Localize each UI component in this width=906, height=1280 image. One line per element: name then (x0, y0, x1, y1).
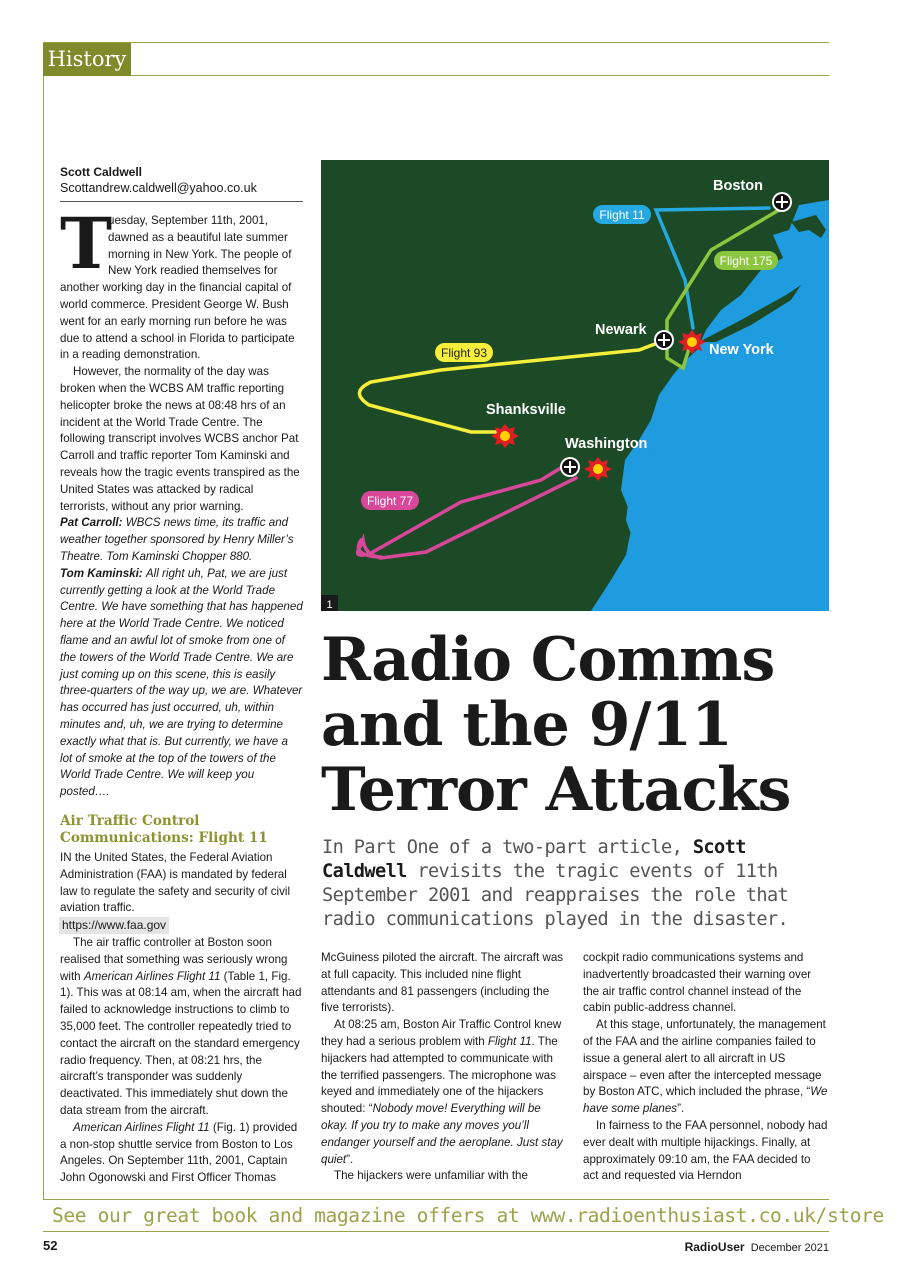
col2-p2-a: At 08:25 am, Boston Air Traffic Control knew they had a serious problem with (321, 1018, 562, 1048)
header-top-rule (43, 42, 829, 43)
deck-author: Scott Caldwell (322, 837, 746, 882)
col2-p2-italic: Flight 11 (487, 1034, 532, 1048)
flight-93-label: Flight 93 (440, 346, 488, 360)
col3-paragraph-3: In fairness to the FAA personnel, nobody had ever dealt with multiple hijackings. Finally, at approximately 09:10 am, the FAA decided to act and requested via Herndon (583, 1118, 828, 1183)
col3-p2-b: ”. (677, 1102, 685, 1116)
article-headline (321, 625, 841, 825)
intro-column (60, 202, 303, 801)
page-number: 52 (43, 1238, 58, 1253)
headline-line-3: Terror Attacks (321, 755, 791, 825)
section-tag: History (43, 43, 131, 76)
section-subheading: Air Traffic Control Communications: Flight 11 (60, 813, 268, 846)
flight-11-label: Flight 11 (599, 208, 645, 222)
airport-washington-icon (560, 457, 580, 477)
speaker-tom: Tom Kaminski: (60, 566, 143, 580)
transcript-pat (60, 515, 303, 565)
flight-175-label: Flight 175 (719, 254, 773, 268)
atc-p2-b: (Table 1, Fig. 1). This was at 08:14 am, when the aircraft had failed to acknowledge instructions to climb to 35,000 feet. The controller repeatedly tried to contact the aircraft on the standard emergency radio frequency. Then, at 08:21 hrs, the aircraft’s transponder was suddenly deactivated. This immediately shut down the data stream from the aircraft. (60, 969, 302, 1117)
intro-paragraph-1 (60, 202, 303, 364)
quote-pat: WBCS news time, its traffic and weather together sponsored by Henry Miller’s Theatre. Tom Kaminski Chopper 880. (60, 516, 294, 563)
headline-line-1: Radio Comms (321, 625, 775, 695)
magazine-name: RadioUser (684, 1240, 745, 1254)
speaker-pat: Pat Carroll: (60, 516, 123, 530)
store-promo-link[interactable]: See our great book and magazine offers at www.radioenthusiast.co.uk/store (52, 1204, 884, 1227)
atc-p2-a: The air traffic controller at Boston soon realised that something was seriously wrong with (60, 935, 288, 983)
article-standfirst (322, 836, 827, 932)
atc-p3-b: (Fig. 1) provided a non-stop shuttle service from Boston to Los Angeles. On September 11th, 2001, Captain John Ogonowski and First Officer Thomas (60, 1120, 298, 1185)
col2-p2-c: ”. (346, 1152, 354, 1166)
col2-paragraph-1: McGuiness piloted the aircraft. The aircraft was at full capacity. This included nine flight attendants and 81 passengers (including the five terrorists). (321, 951, 564, 1015)
airport-newark-icon (654, 330, 674, 350)
col3-paragraph-1: cockpit radio communications systems and inadvertently broadcasted their warning over the air traffic control channel instead of the cabin public-address channel. (583, 951, 812, 1015)
left-frame-line (43, 76, 44, 1200)
crash-site-new-york-icon (678, 330, 706, 354)
flight-map (321, 160, 829, 611)
atc-paragraph-1: IN the United States, the Federal Aviation Administration (FAA) is mandated by federal law to regulate the safety and security of civil aviation traffic. (60, 851, 291, 915)
crash-site-shanksville-icon (491, 424, 519, 448)
headline-line-2: and the 9/11 (321, 690, 732, 760)
atc-column (60, 850, 303, 1187)
body-column-2 (321, 950, 566, 1185)
atc-paragraph-2 (60, 935, 303, 1120)
transcript-tom (60, 566, 303, 801)
footer-top-rule (43, 1199, 829, 1200)
col2-paragraph-3: The hijackers were unfamiliar with the (334, 1169, 528, 1183)
crash-site-pentagon-icon (584, 457, 612, 481)
author-name: Scott Caldwell (60, 165, 143, 179)
atc-p3-italic: American Airlines Flight 11 (73, 1120, 210, 1134)
city-label-shanksville: Shanksville (486, 402, 566, 418)
faa-link[interactable]: https://www.faa.gov (59, 917, 169, 934)
deck-post: revisits the tragic events of 11th September 2001 and reappraises the role that radio communications played in the disaster. (322, 861, 789, 930)
drop-cap: T (60, 202, 113, 285)
col3-p2-quote: We have some planes (583, 1085, 828, 1116)
flight-77-label: Flight 77 (366, 494, 414, 508)
col2-p2-b: . The hijackers had attempted to communicate with the terrified passengers. The microphone was keyed and immediately one of the hijackers shouted: “ (321, 1034, 558, 1116)
intro-paragraph-2: However, the normality of the day was broken when the WCBS AM traffic reporting helicopter broke the news at 08:48 hrs of an incident at the World Trade Centre. The following transcript involves WCBS anchor Pat Carroll and traffic reporter Tom Kaminski and reveals how the tragic events transpired as the United States was attacked by radical terrorists, without any prior warning. (60, 365, 300, 513)
col2-paragraph-2 (321, 1017, 566, 1168)
quote-tom: All right uh, Pat, we are just currently getting a look at the World Trade Centre. We have something that has happened here at the World Trade Centre. We noticed flame and an awful lot of smoke from one of the towers of the World Trade Centre. We are just coming up on this scene, this is easily three-quarters of the way up, we are. Whatever has occurred has just occurred, uh, within minutes and, uh, we are trying to determine exactly what that is. But currently, we have a lot of smoke at the top of the towers of the World Trade Centre. We will keep you posted…. (60, 566, 303, 799)
body-column-3 (583, 950, 828, 1185)
city-label-washington: Washington (565, 436, 648, 452)
city-label-new-york: New York (709, 342, 774, 358)
city-label-newark: Newark (595, 322, 647, 338)
footer-bottom-rule (43, 1231, 829, 1232)
intro-text-1: uesday, September 11th, 2001, dawned as a beautiful late summer morning in New York. The people of New York readied themselves for another working day in the financial capital of world commerce. President George W. Bush went for an early morning run before he was due to attend a school in Florida to participate in a reading demonstration. (60, 214, 295, 362)
col2-p2-quote: Nobody move! Everything will be okay. If you try to make any moves you’ll endanger yourself and the aeroplane. Just stay quiet (321, 1102, 563, 1166)
atc-paragraph-3 (60, 1120, 303, 1187)
figure-number: 1 (326, 599, 333, 611)
col3-p2-a: At this stage, unfortunately, the management of the FAA and the airline companies failed to issue a general alert to all aircraft in US airspace – even after the intercepted message by Boston ATC, which included the phrase, “ (583, 1018, 826, 1099)
issue-date: December 2021 (750, 1242, 829, 1254)
deck-pre: In Part One of a two-part article, (322, 837, 693, 858)
magazine-issue (685, 1240, 829, 1254)
author-email: Scottandrew.caldwell@yahoo.co.uk (60, 181, 257, 195)
header-bottom-rule (131, 75, 829, 76)
col3-paragraph-2 (583, 1017, 828, 1118)
faa-link-line (60, 917, 303, 935)
atc-p2-italic: American Airlines Flight 11 (83, 969, 221, 983)
city-label-boston: Boston (713, 178, 763, 194)
airport-boston-icon (772, 192, 792, 212)
